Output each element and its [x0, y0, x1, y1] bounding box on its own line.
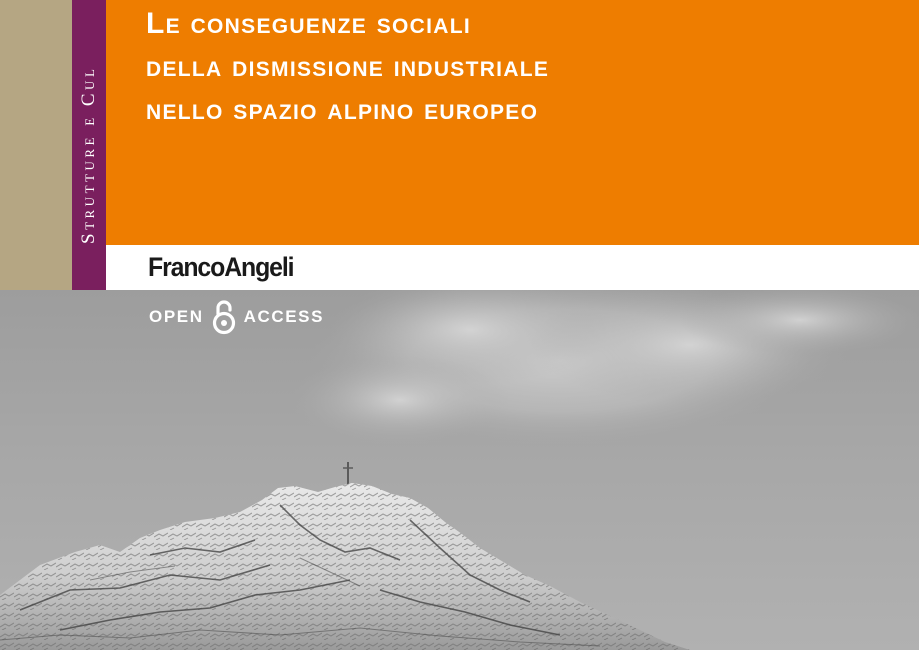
publisher-logo: FrancoAngeli: [148, 252, 294, 282]
open-access-badge: [149, 298, 324, 336]
mountain-illustration: [0, 290, 919, 650]
tan-side-strip: [0, 0, 72, 290]
title-line-3: nello spazio alpino europeo: [146, 93, 539, 126]
summit-cross: [343, 462, 353, 486]
title-block: [106, 0, 919, 245]
open-access-word-open: OPEN: [149, 307, 204, 326]
clouds: [290, 290, 919, 445]
title-line-2: della dismissione industriale: [146, 50, 550, 83]
title-line-1: Le conseguenze sociali: [146, 7, 471, 40]
snowy-mountain-photo: [0, 290, 919, 650]
publisher-band: [106, 245, 919, 290]
book-title: [146, 2, 549, 131]
series-band: [72, 0, 106, 290]
series-label: Strutture e Cul: [78, 65, 99, 244]
open-access-word-access: ACCESS: [243, 307, 325, 326]
open-lock-icon: [212, 299, 236, 335]
